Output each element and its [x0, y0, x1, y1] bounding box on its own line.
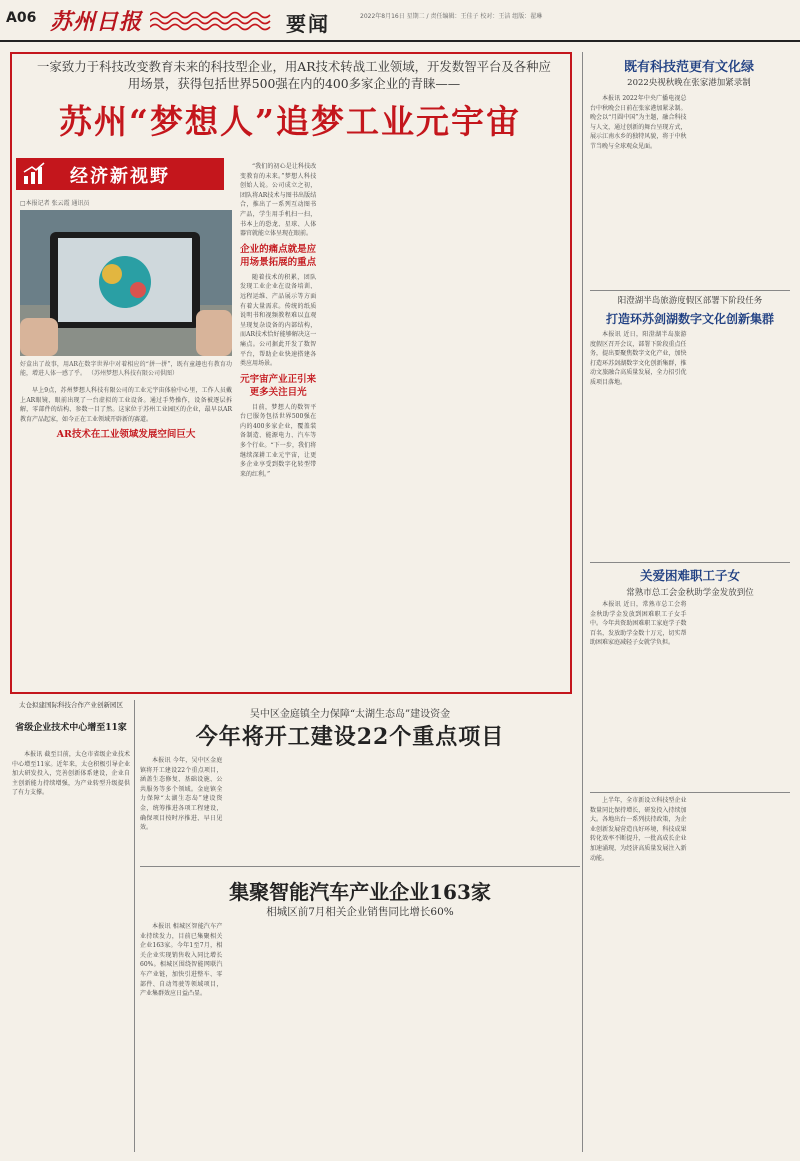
side-body [12, 750, 130, 1150]
story-divider [590, 562, 790, 563]
column-banner-label: 经济新视野 [70, 166, 170, 187]
lead-subhead: 企业的痛点就是应用场景拓展的重点 [240, 243, 317, 268]
lead-deck: 一家致力于科技改变教育未来的科技型企业，用AR技术转战工业领域，开发数智平台及各种应用场景，获得包括世界500强在内的400多家企业的青睐—— [37, 59, 551, 91]
lead-body-paragraph: “我们的初心是让科技改变教育的未来。”梦想人科技创始人说。公司成立之初，团队将AR技术与图书出版结合，推出了一系列互动图书产品，学生用手机扫一扫，书本上的恐龙、星球、人体器官就能立体呈现在眼前。 [240, 163, 317, 238]
column-divider [134, 700, 135, 1152]
story-body [590, 330, 790, 562]
story-body [590, 600, 790, 790]
mid-deck: 吴中区金庭镇全力保障“太湖生态岛”建设资金 [249, 709, 451, 720]
mid-paragraph: 本报讯 今年，吴中区金庭镇将开工建设22个重点项目，涵盖生态修复、基础设施、公共服务等多个领域。金庭镇全力保障“太湖生态岛”建设资金，统筹推进各项工程建设，确保项目按时序推进、早日见效。 [140, 757, 223, 832]
story-title: 关爱困难职工子女 [639, 568, 740, 583]
story-divider [590, 792, 790, 793]
side-paragraph: 本报讯 截至目前，太仓市省级企业技术中心增至11家。近年来，太仓积极引导企业加大研发投入，完善创新体系建设，企业自主创新能力持续增强，为产业转型升级提供了有力支撑。 [12, 751, 130, 797]
lead-subhead: AR技术在工业领域发展空间巨大 [56, 429, 196, 441]
mid-body [140, 756, 580, 860]
story-paragraph: 本报讯 近日，阳澄湖半岛旅游度假区召开会议，部署下阶段重点任务，提出要聚焦数字文化产业，加快打造环苏剑湖数字文化创新集群，推动文旅融合高质量发展，全力招引优质项目落地。 [590, 331, 687, 386]
bottom-paragraph: 本报讯 相城区智能汽车产业持续发力，目前已集聚相关企业163家。今年1至7月，相关企业实现销售收入同比增长60%。相城区围绕智能网联汽车产业链，加快引进整车、零部件、自动驾驶等领域项目，产业集群效应日益凸显。 [140, 923, 223, 998]
story-body [590, 94, 790, 290]
column-banner [16, 158, 224, 190]
masthead-logo: 苏州日报 [50, 9, 143, 35]
lead-photo [20, 210, 232, 356]
photo-caption-text: 好盒出了故事，用AR在数字世界中对着相应的“拼一拼”，既有童趣也有教育功能，增进人体一感了乎。 [20, 361, 232, 377]
story-subtitle: 2022央视秋晚在张家港加紧录制 [627, 78, 751, 88]
story-divider [590, 290, 790, 291]
lead-body-paragraph: 随着技术的积累，团队发现工业企业在设备培训、远程运维、产品展示等方面有着大量需求。传统的纸质说明书和视频教程难以直观呈现复杂设备的内部结构，而AR技术恰好能够解决这一痛点。公司据此开发了数智平台，帮助企业快速搭建各类应用场景。 [240, 273, 317, 368]
story-title: 打造环苏剑湖数字文化创新集群 [605, 312, 774, 326]
lead-subhead: 元宇宙产业正引来更多关注目光 [240, 373, 317, 398]
lead-headline: 苏州“梦想人”追梦工业元宇宙 [59, 102, 521, 141]
section-title: 要闻 [286, 12, 330, 36]
bottom-body [140, 922, 580, 1154]
story-title: 既有科技范更有文化绿 [623, 60, 754, 75]
side-kicker: 太仓拟建国际科技合作产业创新园区 [19, 701, 123, 709]
story-subtitle: 常熟市总工会金秋助学金发放到位 [626, 588, 754, 598]
lead-body-main [240, 162, 566, 688]
header-divider [0, 40, 800, 42]
dateline: 2022年8月16日 星期二 / 责任编辑：王佳子 校对：王洁 组版：翟琳 [360, 13, 543, 20]
story-paragraph: 上半年，全市新设立科技型企业数量同比保持增长，研发投入持续加大。各地出台一系列扶持政策，为企业创新发展营造良好环境，科技成果转化效率不断提升，一批高成长企业加速涌现，为经济高质量发展注入新动能。 [590, 797, 687, 862]
mid-headline: 今年将开工建设22个重点项目 [195, 724, 505, 750]
lead-body-paragraph: 目前，梦想人的数智平台已服务包括世界500强在内的400多家企业，覆盖装备制造、能源电力、汽车等多个行业。“下一步，我们将继续深耕工业元宇宙，让更多企业享受到数字化转型带来的红利。” [240, 403, 317, 478]
column-divider [582, 52, 583, 1152]
page-number: A06 [6, 10, 37, 26]
story-subtitle: 阳澄湖半岛旅游度假区部署下阶段任务 [617, 296, 763, 306]
story-body [590, 796, 790, 1154]
byline: □本报记者 张云霞 通讯员 [20, 200, 90, 207]
story-divider [140, 866, 580, 867]
photo-credit: （苏州梦想人科技有限公司供图） [87, 370, 178, 377]
lead-body-left [20, 386, 232, 686]
side-title: 省级企业技术中心增至11家 [15, 723, 127, 733]
story-paragraph: 本报讯 近日，常熟市总工会将金秋助学金发放到困难职工子女手中。今年共资助困难职工家庭学子数百名，发放助学金数十万元，切实帮助困难家庭减轻子女就学负担。 [590, 601, 687, 647]
wave-ornament-icon [150, 10, 272, 32]
growth-chart-icon [22, 162, 46, 186]
story-paragraph: 本报讯 2022年中央广播电视总台中秋晚会日前在张家港加紧录制。晚会以“月圆中国”为主题，融合科技与人文，通过创新的舞台呈现方式，展示江南水乡的独特风貌，将于中秋节当晚与全球观众见面。 [590, 95, 687, 150]
photo-caption [20, 360, 232, 378]
bottom-subtitle: 相城区前7月相关企业销售同比增长60% [266, 906, 454, 918]
lead-body-paragraph: 早上9点，苏州梦想人科技有限公司的工业元宇宙体验中心里，工作人员戴上AR眼镜，眼前出现了一台虚拟的工业设备。通过手势操作，设备被逐层拆解，零部件的结构、参数一目了然。这家位于苏州工业园区的企业，最早以AR教育产品起家，如今正在工业领域开辟新的赛道。 [20, 387, 232, 423]
photo-illustration [20, 210, 232, 356]
bottom-headline: 集聚智能汽车产业企业163家 [229, 880, 491, 904]
